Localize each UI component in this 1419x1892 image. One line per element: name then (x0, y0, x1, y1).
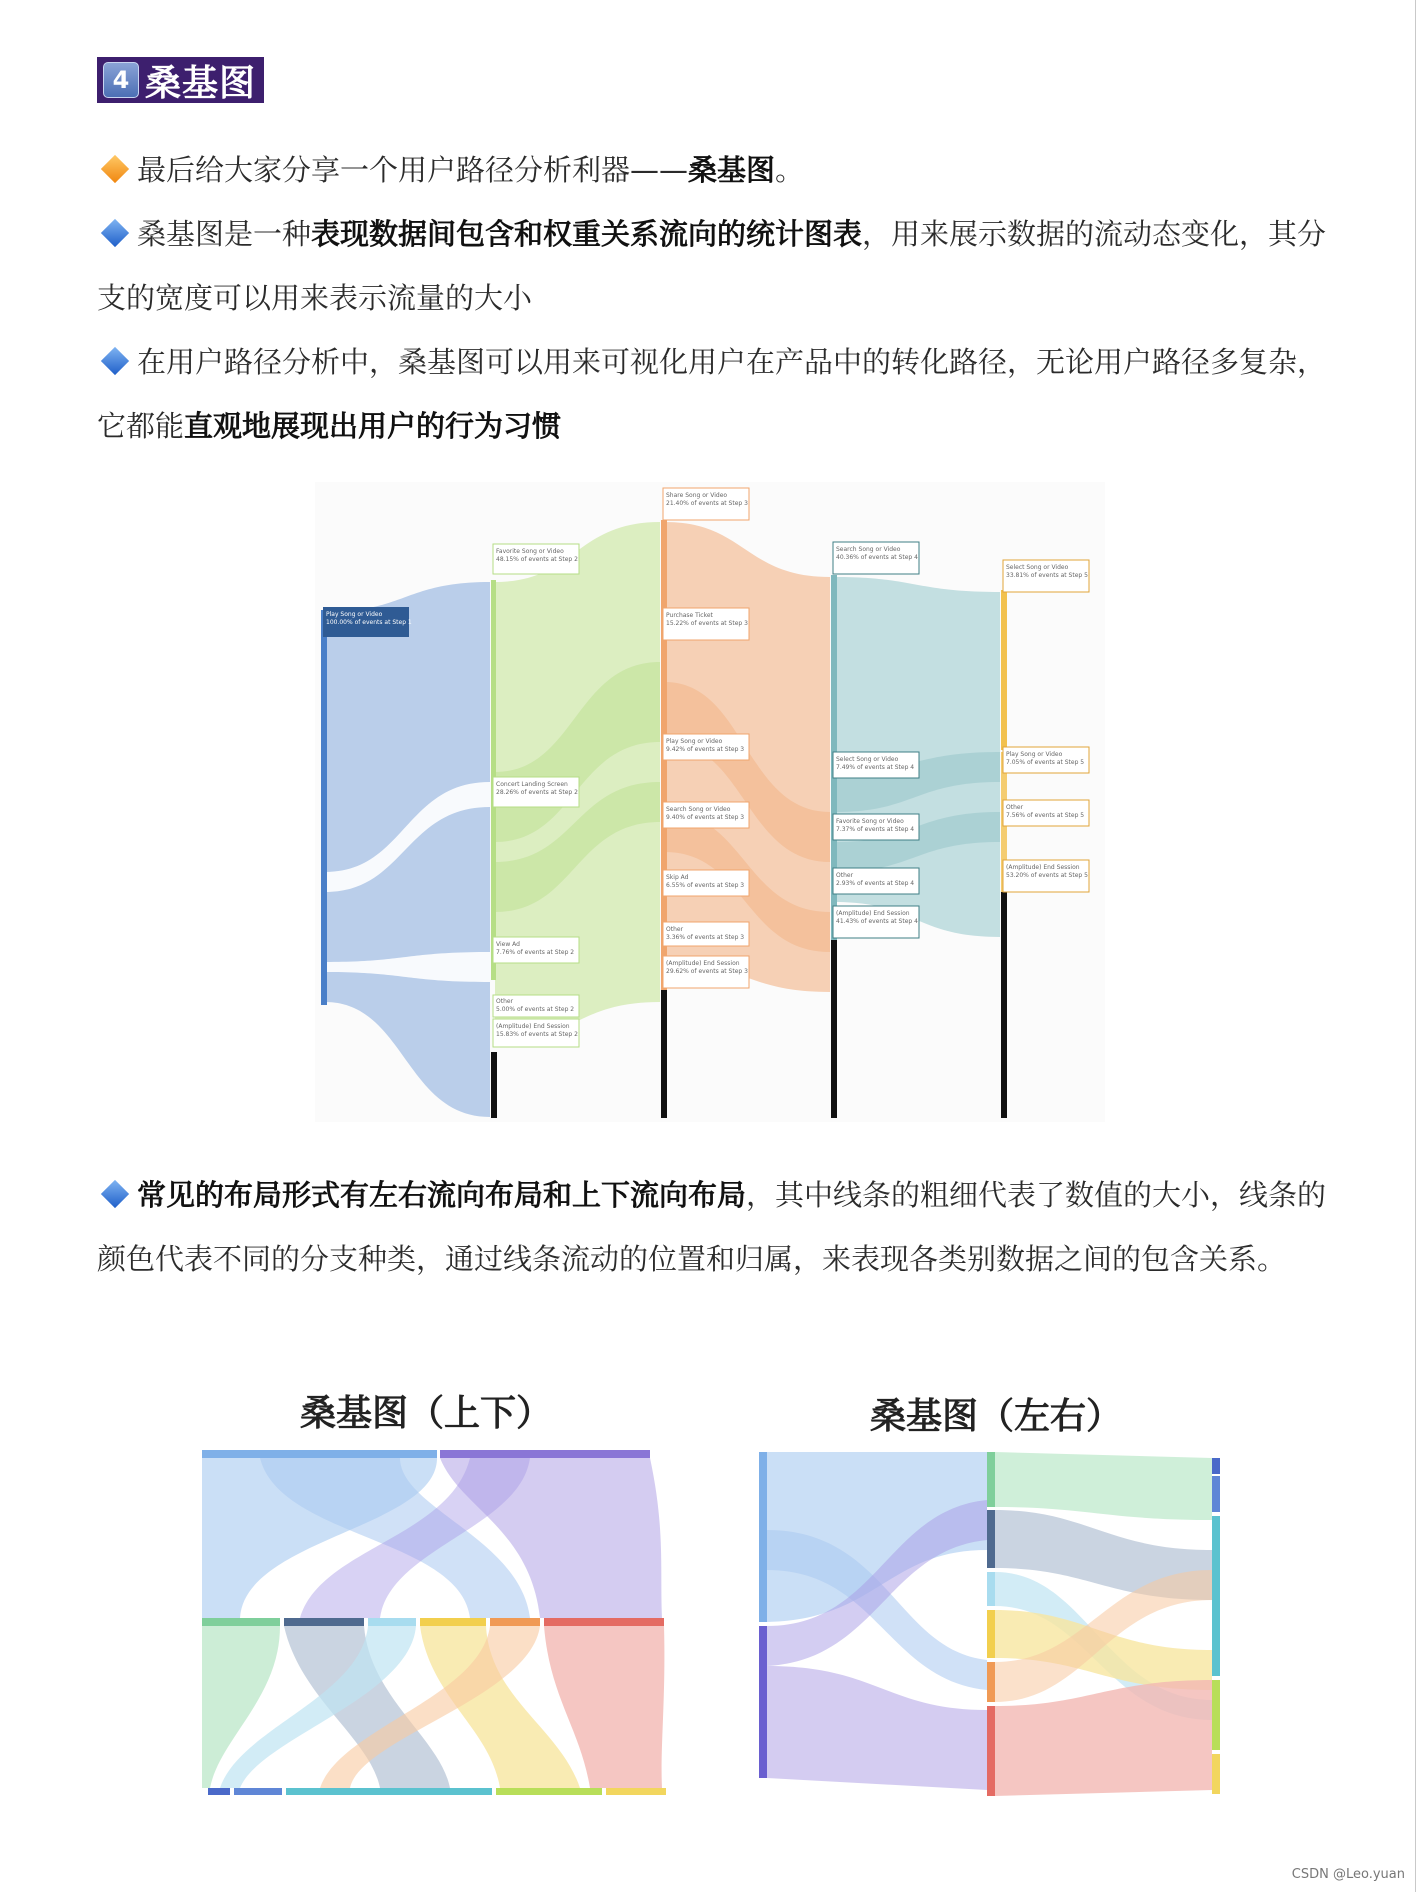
horizontal-sankey-title: 桑基图（左右） (870, 1396, 1123, 1437)
node-label: Purchase Ticket (666, 612, 713, 619)
section-heading (97, 57, 264, 103)
node-label: Skip Ad (666, 874, 689, 881)
orange-diamond-icon (101, 155, 129, 183)
paragraph-definition: 桑基图是一种表现数据间包含和权重关系流向的统计图表，用来展示数据的流动态变化，其分支的宽度可以用来表示流量的大小 (97, 217, 1327, 315)
page-edge (1415, 0, 1416, 1892)
node-pct: 9.40% of events at Step 3 (666, 814, 745, 821)
node-label: Other (836, 872, 854, 879)
node-pct: 48.15% of events at Step 2 (496, 556, 578, 563)
node-label: Other (496, 998, 514, 1005)
node-pct: 2.93% of events at Step 4 (836, 880, 915, 887)
node-label: View Ad (496, 941, 520, 948)
node-pct: 100.00% of events at Step 1 (326, 619, 412, 626)
node-label: Play Song or Video (326, 611, 383, 618)
node-pct: 29.62% of events at Step 3 (666, 968, 748, 975)
vertical-sankey-title: 桑基图（上下） (300, 1393, 553, 1434)
node-label: (Amplitude) End Session (836, 910, 910, 917)
node-label: (Amplitude) End Session (666, 960, 740, 967)
node-label: Favorite Song or Video (836, 818, 904, 825)
node-pct: 6.55% of events at Step 3 (666, 882, 745, 889)
node-pct: 15.22% of events at Step 3 (666, 620, 748, 627)
node-label: Share Song or Video (666, 492, 728, 499)
node-pct: 53.20% of events at Step 5 (1006, 872, 1088, 879)
node-label: (Amplitude) End Session (496, 1023, 570, 1030)
node-label: Favorite Song or Video (496, 548, 564, 555)
node-pct: 9.42% of events at Step 3 (666, 746, 745, 753)
node-label: Search Song or Video (836, 546, 901, 553)
node-pct: 33.81% of events at Step 5 (1006, 572, 1088, 579)
node-label: Other (1006, 804, 1024, 811)
section-title: 桑基图 (145, 62, 257, 104)
node-pct: 3.36% of events at Step 3 (666, 934, 745, 941)
node-label: Select Song or Video (836, 756, 899, 763)
paragraph-intro: 最后给大家分享一个用户路径分析利器——桑基图。 (97, 138, 1327, 202)
number-badge: 4 (103, 62, 139, 98)
node-label: Play Song or Video (666, 738, 723, 745)
node-label: Other (666, 926, 684, 933)
node-pct: 7.37% of events at Step 4 (836, 826, 915, 833)
node-pct: 7.56% of events at Step 5 (1006, 812, 1085, 819)
paragraph-usage: 在用户路径分析中，桑基图可以用来可视化用户在产品中的转化路径，无论用户路径多复杂，它都能直观地展现出用户的行为习惯 (97, 345, 1327, 443)
blue-diamond-icon (101, 219, 129, 247)
node-pct: 7.05% of events at Step 5 (1006, 759, 1085, 766)
node-label: Play Song or Video (1006, 751, 1063, 758)
node-pct: 7.76% of events at Step 2 (496, 949, 575, 956)
paragraph-layouts: 常见的布局形式有左右流向布局和上下流向布局，其中线条的粗细代表了数值的大小，线条的颜色代表不同的分支种类，通过线条流动的位置和归属，来表现各类别数据之间的包含关系。 (97, 1178, 1327, 1276)
blue-diamond-icon (101, 347, 129, 375)
node-pct: 7.49% of events at Step 4 (836, 764, 915, 771)
blue-diamond-icon (101, 1180, 129, 1208)
node-pct: 15.83% of events at Step 2 (496, 1031, 578, 1038)
csdn-watermark: CSDN @Leo.yuan (1291, 1867, 1405, 1882)
node-pct: 28.26% of events at Step 2 (496, 789, 578, 796)
node-pct: 41.43% of events at Step 4 (836, 918, 918, 925)
node-pct: 21.40% of events at Step 3 (666, 500, 748, 507)
vertical-sankey-chart (200, 1448, 670, 1798)
node-label: Select Song or Video (1006, 564, 1069, 571)
node-label: Concert Landing Screen (496, 781, 568, 788)
sankey-user-path-chart (315, 482, 1105, 1122)
horizontal-sankey-chart (757, 1450, 1227, 1800)
node-pct: 5.00% of events at Step 2 (496, 1006, 575, 1013)
node-pct: 40.36% of events at Step 4 (836, 554, 918, 561)
node-label: Search Song or Video (666, 806, 731, 813)
node-label: (Amplitude) End Session (1006, 864, 1080, 871)
